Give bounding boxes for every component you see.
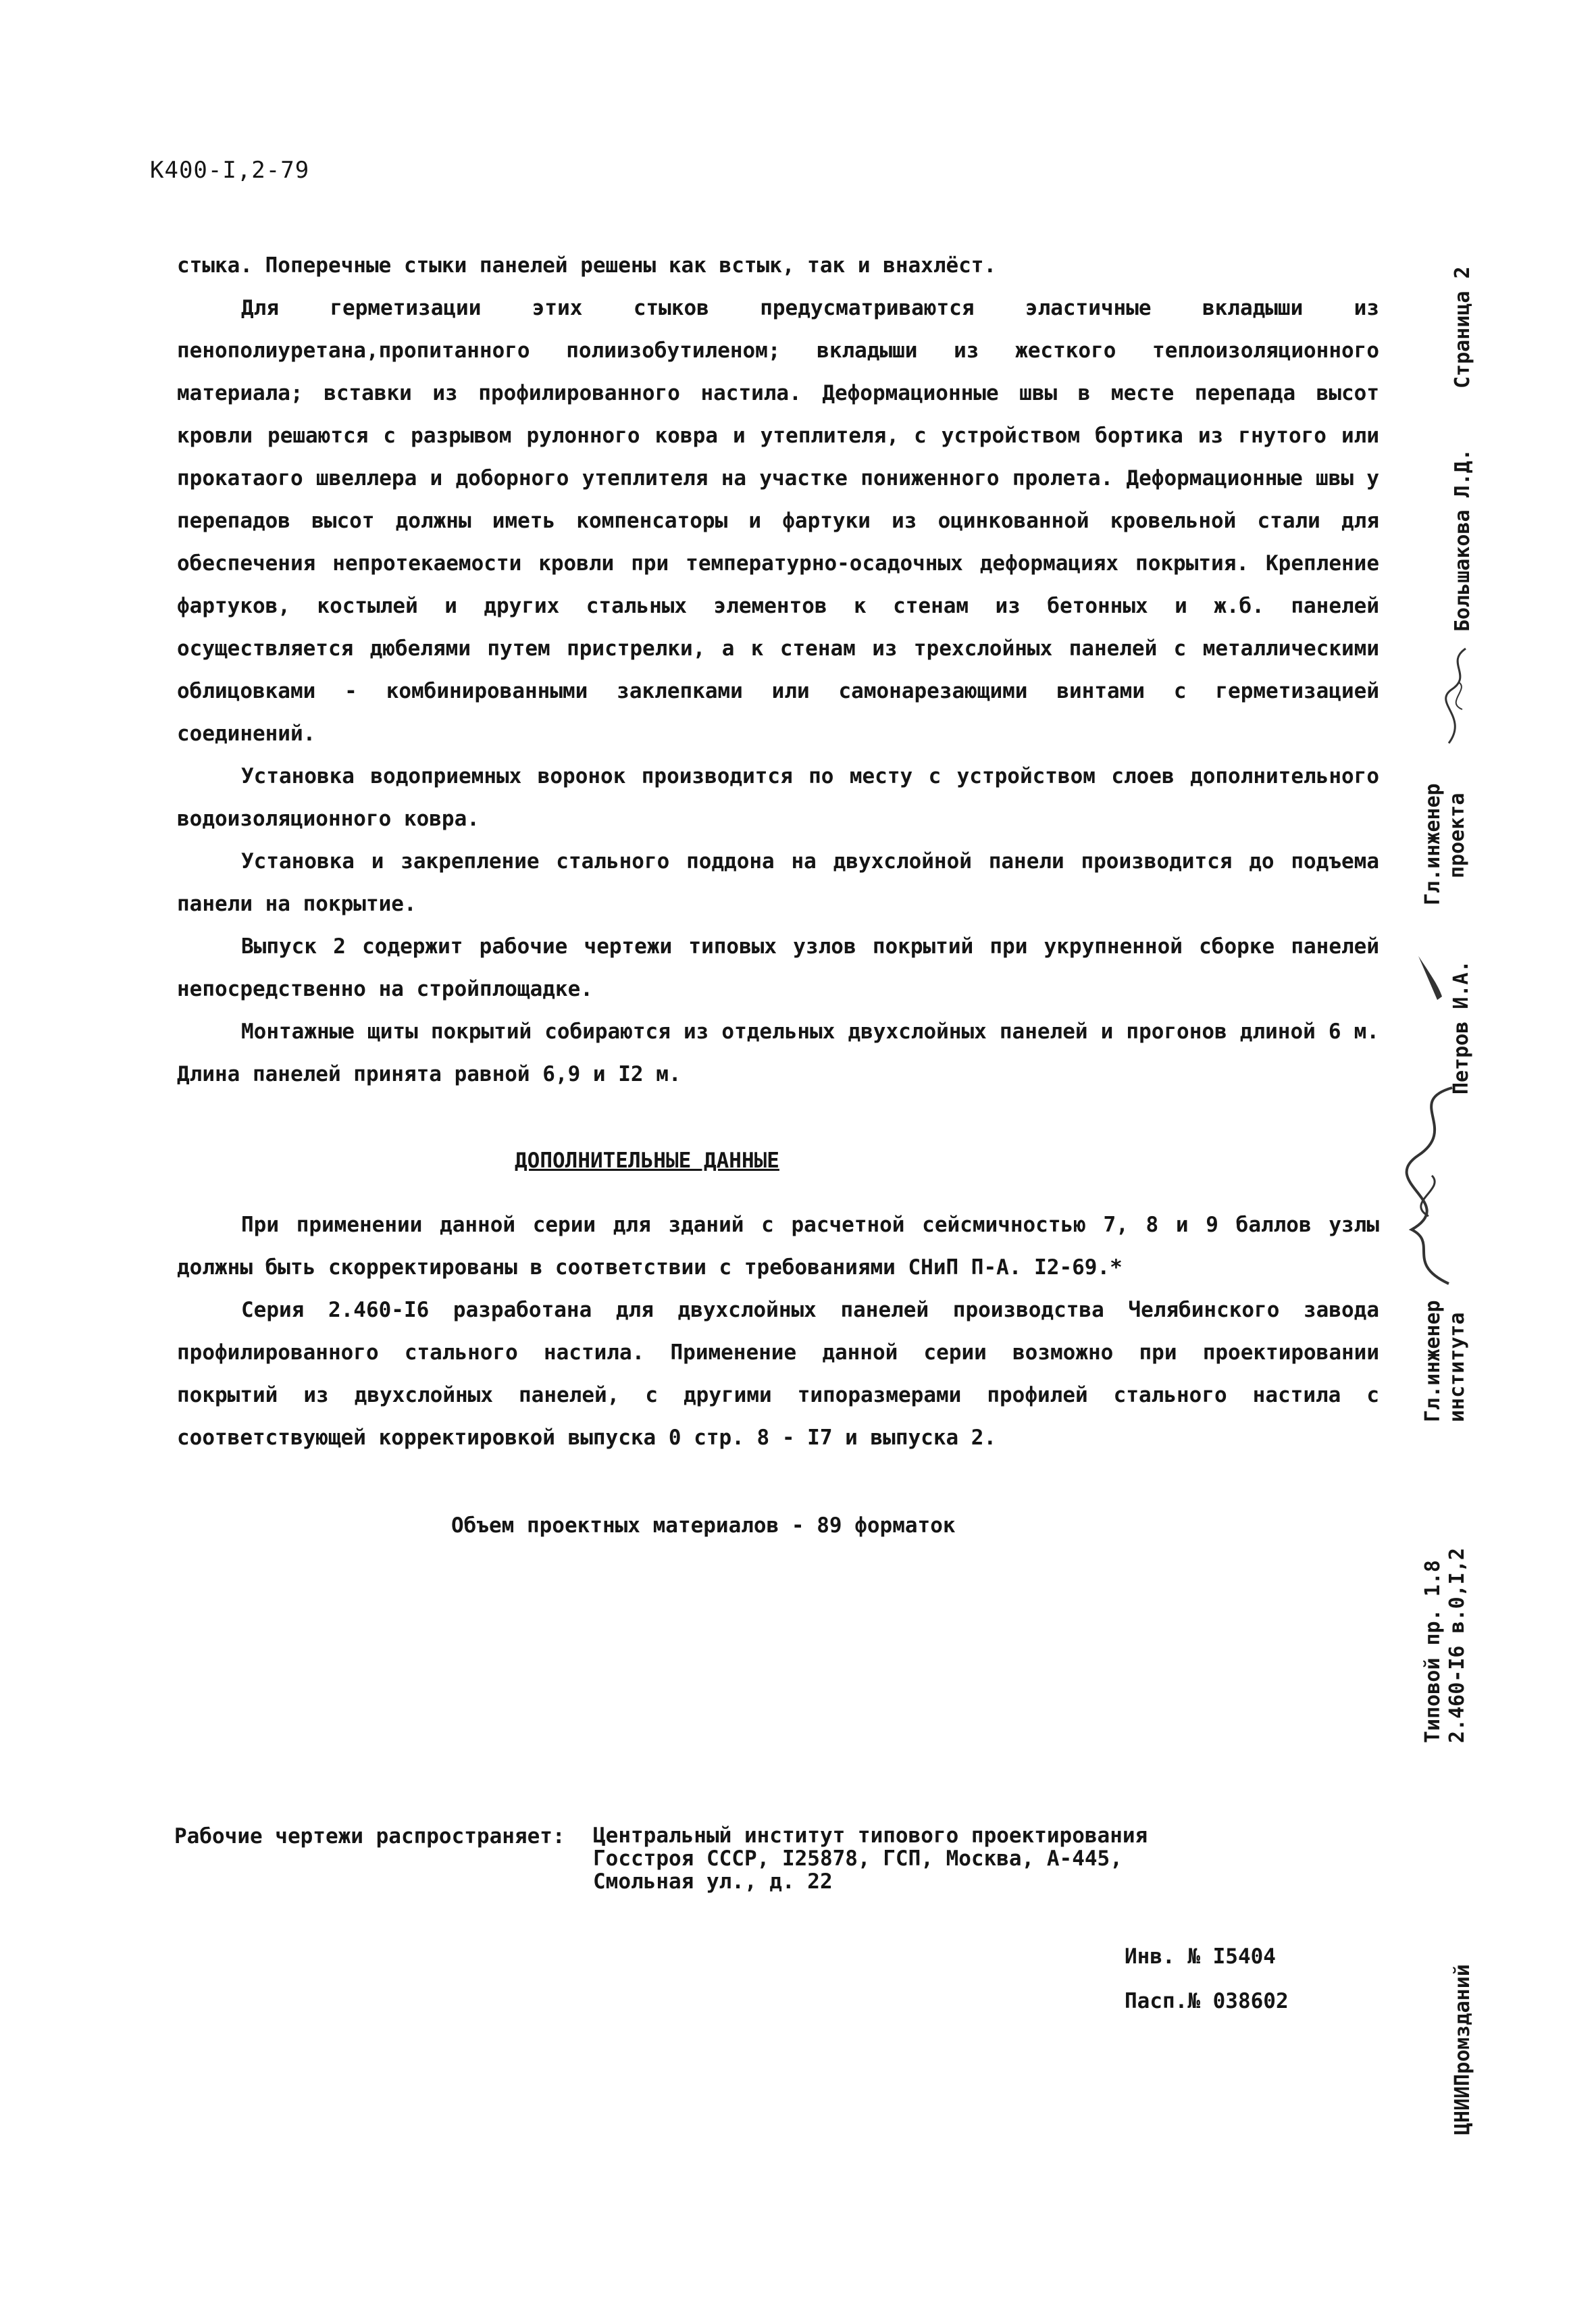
paragraph: стыка. Поперечные стыки панелей решены как встык, так и внахлёст. bbox=[177, 253, 997, 278]
series-label: Типовой пр. 1.8 bbox=[1421, 1560, 1445, 1743]
paragraph: Установка и закрепление стального поддона на двухслойной панели производится до подъема панели на покрытие. bbox=[177, 849, 1379, 916]
page-number: Страница 2 bbox=[1451, 266, 1474, 388]
organization-name: ЦНИИПромзданий bbox=[1451, 1964, 1474, 2135]
chief-engineer-institute-label-2: института bbox=[1445, 1312, 1469, 1422]
inventory-number: Инв. № I5404 bbox=[1125, 1944, 1276, 1969]
address-line: Центральный институт типового проектирования bbox=[593, 1823, 1148, 1848]
paragraph: Монтажные щиты покрытий собираются из отдельных двухслойных панелей и прогонов длиной 6 м. Длина панелей принята равной 6,9 и I2 м. bbox=[177, 1020, 1379, 1086]
chief-engineer-project-label-2: проекта bbox=[1445, 793, 1469, 878]
address-line: Смольная ул., д. 22 bbox=[593, 1869, 833, 1894]
paragraph: Установка водоприемных воронок производится по месту с устройством слоев дополнительного водоизоляционного ковра. bbox=[177, 764, 1379, 831]
passport-number: Пасп.№ 038602 bbox=[1125, 1989, 1289, 2013]
paragraph: Для герметизации этих стыков предусматриваются эластичные вкладыши из пенополиуретана,пропитанного полиизобутиленом; вкладыши из жесткого теплоизоляционного материала; вставки из профилированного настила. Деформационные швы в месте перепада высот кровли решаются с разрывом рулонного ковра и утеплителя, с устройством бортика из гнутого или прокатаого швеллера и доборного утеплителя на участке пониженного пролета. Деформационные швы у перепадов высот должны иметь компенсаторы и фартуки из оцинкованной кровельной стали для обеспечения непротекаемости кровли при температурно-осадочных деформациях покрытия. Крепление фартуков, костылей и других стальных элементов к стенам из бетонных и ж.б. панелей осуществляется дюбелями путем пристрелки, а к стенам из трехслойных панелей с металлическими облицовками - комбинированными заклепками или самонарезающими винтами с герметизацией соединений. bbox=[177, 296, 1379, 746]
signature-icon bbox=[1439, 642, 1479, 750]
distribution-label: Рабочие чертежи распространяет: bbox=[174, 1824, 565, 1848]
paragraph: Выпуск 2 содержит рабочие чертежи типовых узлов покрытий при укрупненной сборке панелей непосредственно на стройплощадке. bbox=[177, 934, 1379, 1001]
paragraph: При применении данной серии для зданий с расчетной сейсмичностью 7, 8 и 9 баллов узлы должны быть скорректированы в соответствии с требованиями СНиП П-А. I2-69.* bbox=[177, 1213, 1379, 1280]
signature-icon bbox=[1391, 1074, 1466, 1297]
signatory-name: Петров И.А. bbox=[1449, 960, 1473, 1095]
distribution-address bbox=[593, 1824, 1148, 1893]
chief-engineer-project-label: Гл.инженер bbox=[1421, 783, 1445, 905]
main-text bbox=[177, 245, 1379, 1096]
signatory-name: Большакова Л.Д. bbox=[1451, 449, 1474, 632]
volume-note: Объем проектных материалов - 89 форматок bbox=[451, 1513, 956, 1538]
document-code: К400-I,2-79 bbox=[150, 157, 310, 184]
address-line: Госстроя СССР, I25878, ГСП, Москва, А-445, bbox=[593, 1846, 1123, 1871]
extra-text bbox=[177, 1204, 1379, 1459]
chief-engineer-institute-label: Гл.инженер bbox=[1421, 1300, 1445, 1422]
mark-icon bbox=[1412, 949, 1452, 1003]
section-heading: ДОПОЛНИТЕЛЬНЫЕ ДАННЫЕ bbox=[515, 1149, 779, 1173]
paragraph: Серия 2.460-I6 разработана для двухслойных панелей производства Челябинского завода профилированного стального настила. Применение данной серии возможно при проектировании покрытий из двухслойных панелей, с другими типоразмерами профилей стального настила с соответствующей корректировкой выпуска 0 стр. 8 - I7 и выпуска 2. bbox=[177, 1298, 1379, 1450]
series-number: 2.460-I6 в.0,I,2 bbox=[1445, 1548, 1469, 1743]
